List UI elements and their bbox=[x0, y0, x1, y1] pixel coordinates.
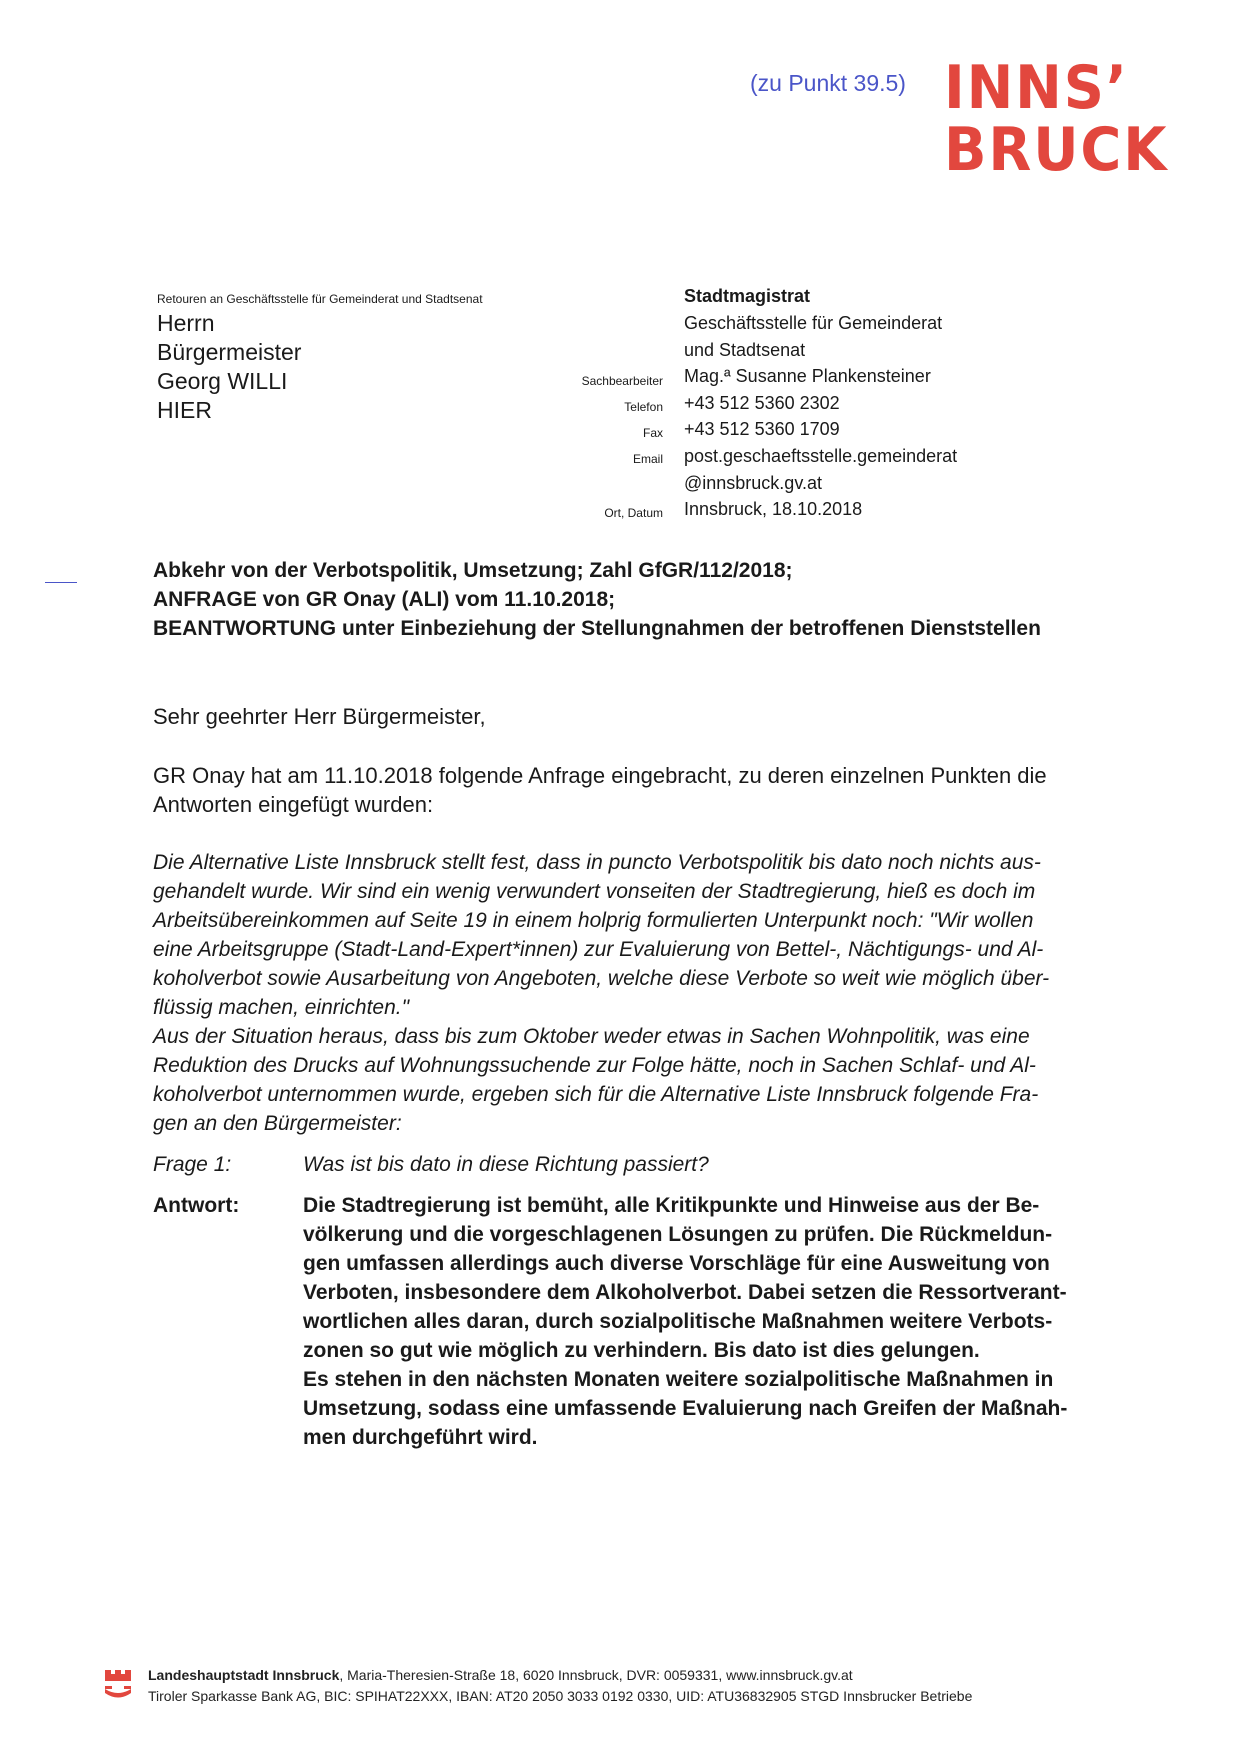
inquiry-line: Aus der Situation heraus, dass bis zum Oktober weder etwas in Sachen Wohnpolitik, was eine bbox=[153, 1025, 1030, 1048]
inquiry-line: Reduktion des Drucks auf Wohnungssuchende zur Folge hätte, noch in Sachen Schlaf- und Al- bbox=[153, 1054, 1036, 1077]
answer-line: Umsetzung, sodass eine umfassende Evaluierung nach Greifen der Maßnah- bbox=[303, 1397, 1068, 1420]
recipient-line: HIER bbox=[157, 397, 212, 423]
inquiry-line: gen an den Bürgermeister: bbox=[153, 1112, 402, 1135]
subject-line: Abkehr von der Verbotspolitik, Umsetzung; Zahl GfGR/112/2018; bbox=[153, 559, 793, 582]
email-value-continued[interactable]: @innsbruck.gv.at bbox=[684, 473, 822, 493]
answer-line: men durchgeführt wird. bbox=[303, 1426, 538, 1449]
intro-line: Antworten eingefügt wurden: bbox=[153, 792, 434, 817]
recipient-line: Herrn bbox=[157, 310, 215, 336]
phone-label: Telefon bbox=[624, 400, 663, 414]
inquiry-line: gehandelt wurde. Wir sind ein wenig verwundert vonseiten der Stadtregierung, hieß es doch im bbox=[153, 880, 1036, 903]
inquiry-line: Arbeitsübereinkommen auf Seite 19 in einem holprig formulierten Unterpunkt noch: "Wir wollen bbox=[153, 909, 1034, 932]
inquiry-line: eine Arbeitsgruppe (Stadt-Land-Expert*innen) zur Evaluierung von Bettel-, Nächtigungs- und Al- bbox=[153, 938, 1044, 961]
innsbruck-logo bbox=[944, 53, 1194, 185]
sender-organization: Stadtmagistrat bbox=[684, 286, 811, 306]
return-address-line: Retouren an Geschäftsstelle für Gemeinderat und Stadtsenat bbox=[157, 292, 483, 306]
recipient-line: Georg WILLI bbox=[157, 368, 288, 394]
inquiry-line: Die Alternative Liste Innsbruck stellt fest, dass in puncto Verbotspolitik bis dato noch nichts aus- bbox=[153, 851, 1041, 874]
agenda-reference: (zu Punkt 39.5) bbox=[750, 70, 906, 96]
sender-department: und Stadtsenat bbox=[684, 340, 806, 360]
salutation: Sehr geehrter Herr Bürgermeister, bbox=[153, 704, 486, 729]
footer-bank-line: Tiroler Sparkasse Bank AG, BIC: SPIHAT22XXX, IBAN: AT20 2050 3033 0192 0330, UID: ATU36832905 STGD Innsbrucker Betriebe bbox=[148, 1688, 973, 1704]
date-value: Innsbruck, 18.10.2018 bbox=[684, 499, 863, 519]
logo-line-2: BRUCK bbox=[944, 115, 1169, 185]
inquiry-line: koholverbot unternommen wurde, ergeben sich für die Alternative Liste Innsbruck folgende Fra- bbox=[153, 1083, 1039, 1106]
sender-department: Geschäftsstelle für Gemeinderat bbox=[684, 313, 943, 333]
recipient-line: Bürgermeister bbox=[157, 339, 302, 365]
answer-line: gen umfassen allerdings auch diverse Vorschläge für eine Ausweitung von bbox=[303, 1252, 1050, 1275]
answer-line: völkerung und die vorgeschlagenen Lösungen zu prüfen. Die Rückmeldun- bbox=[303, 1223, 1053, 1246]
subject-line: BEANTWORTUNG unter Einbeziehung der Stellungnahmen der betroffenen Dienststellen bbox=[153, 617, 1041, 640]
subject-line: ANFRAGE von GR Onay (ALI) vom 11.10.2018; bbox=[153, 588, 616, 611]
intro-line: GR Onay hat am 11.10.2018 folgende Anfrage eingebracht, zu deren einzelnen Punkten die bbox=[153, 763, 1047, 788]
footer-address: , Maria-Theresien-Straße 18, 6020 Innsbruck, DVR: 0059331, www.innsbruck.gv.at bbox=[339, 1667, 853, 1683]
margin-link-mark bbox=[45, 582, 77, 583]
inquiry-line: flüssig machen, einrichten." bbox=[153, 996, 410, 1019]
phone-value: +43 512 5360 2302 bbox=[684, 393, 840, 413]
answer-label: Antwort: bbox=[153, 1194, 240, 1217]
date-label: Ort, Datum bbox=[604, 506, 663, 520]
clerk-value: Mag.ª Susanne Plankensteiner bbox=[684, 366, 931, 386]
footer-city-name: Landeshauptstadt Innsbruck bbox=[148, 1667, 340, 1683]
answer-line: zonen so gut wie möglich zu verhindern. Bis dato ist dies gelungen. bbox=[303, 1339, 980, 1362]
email-value[interactable]: post.geschaeftsstelle.gemeinderat bbox=[684, 446, 958, 466]
answer-line: Die Stadtregierung ist bemüht, alle Kritikpunkte und Hinweise aus der Be- bbox=[303, 1194, 1040, 1217]
logo-line-1: INNS’ bbox=[944, 53, 1129, 123]
question-text: Was ist bis dato in diese Richtung passiert? bbox=[303, 1153, 709, 1176]
email-label: Email bbox=[632, 452, 663, 466]
question-label: Frage 1: bbox=[153, 1153, 232, 1176]
footer-address-line bbox=[148, 1667, 853, 1683]
city-crest-icon bbox=[104, 1668, 132, 1702]
inquiry-line: koholverbot sowie Ausarbeitung von Angeboten, welche diese Verbote so weit wie möglich über- bbox=[153, 967, 1050, 990]
clerk-label: Sachbearbeiter bbox=[581, 374, 663, 388]
answer-line: Es stehen in den nächsten Monaten weitere sozialpolitische Maßnahmen in bbox=[303, 1368, 1054, 1391]
fax-label: Fax bbox=[642, 426, 663, 440]
answer-line: Verboten, insbesondere dem Alkoholverbot. Dabei setzen die Ressortverant- bbox=[303, 1281, 1067, 1304]
fax-value: +43 512 5360 1709 bbox=[684, 419, 840, 439]
answer-line: wortlichen alles daran, durch sozialpolitische Maßnahmen weitere Verbots- bbox=[303, 1310, 1053, 1333]
